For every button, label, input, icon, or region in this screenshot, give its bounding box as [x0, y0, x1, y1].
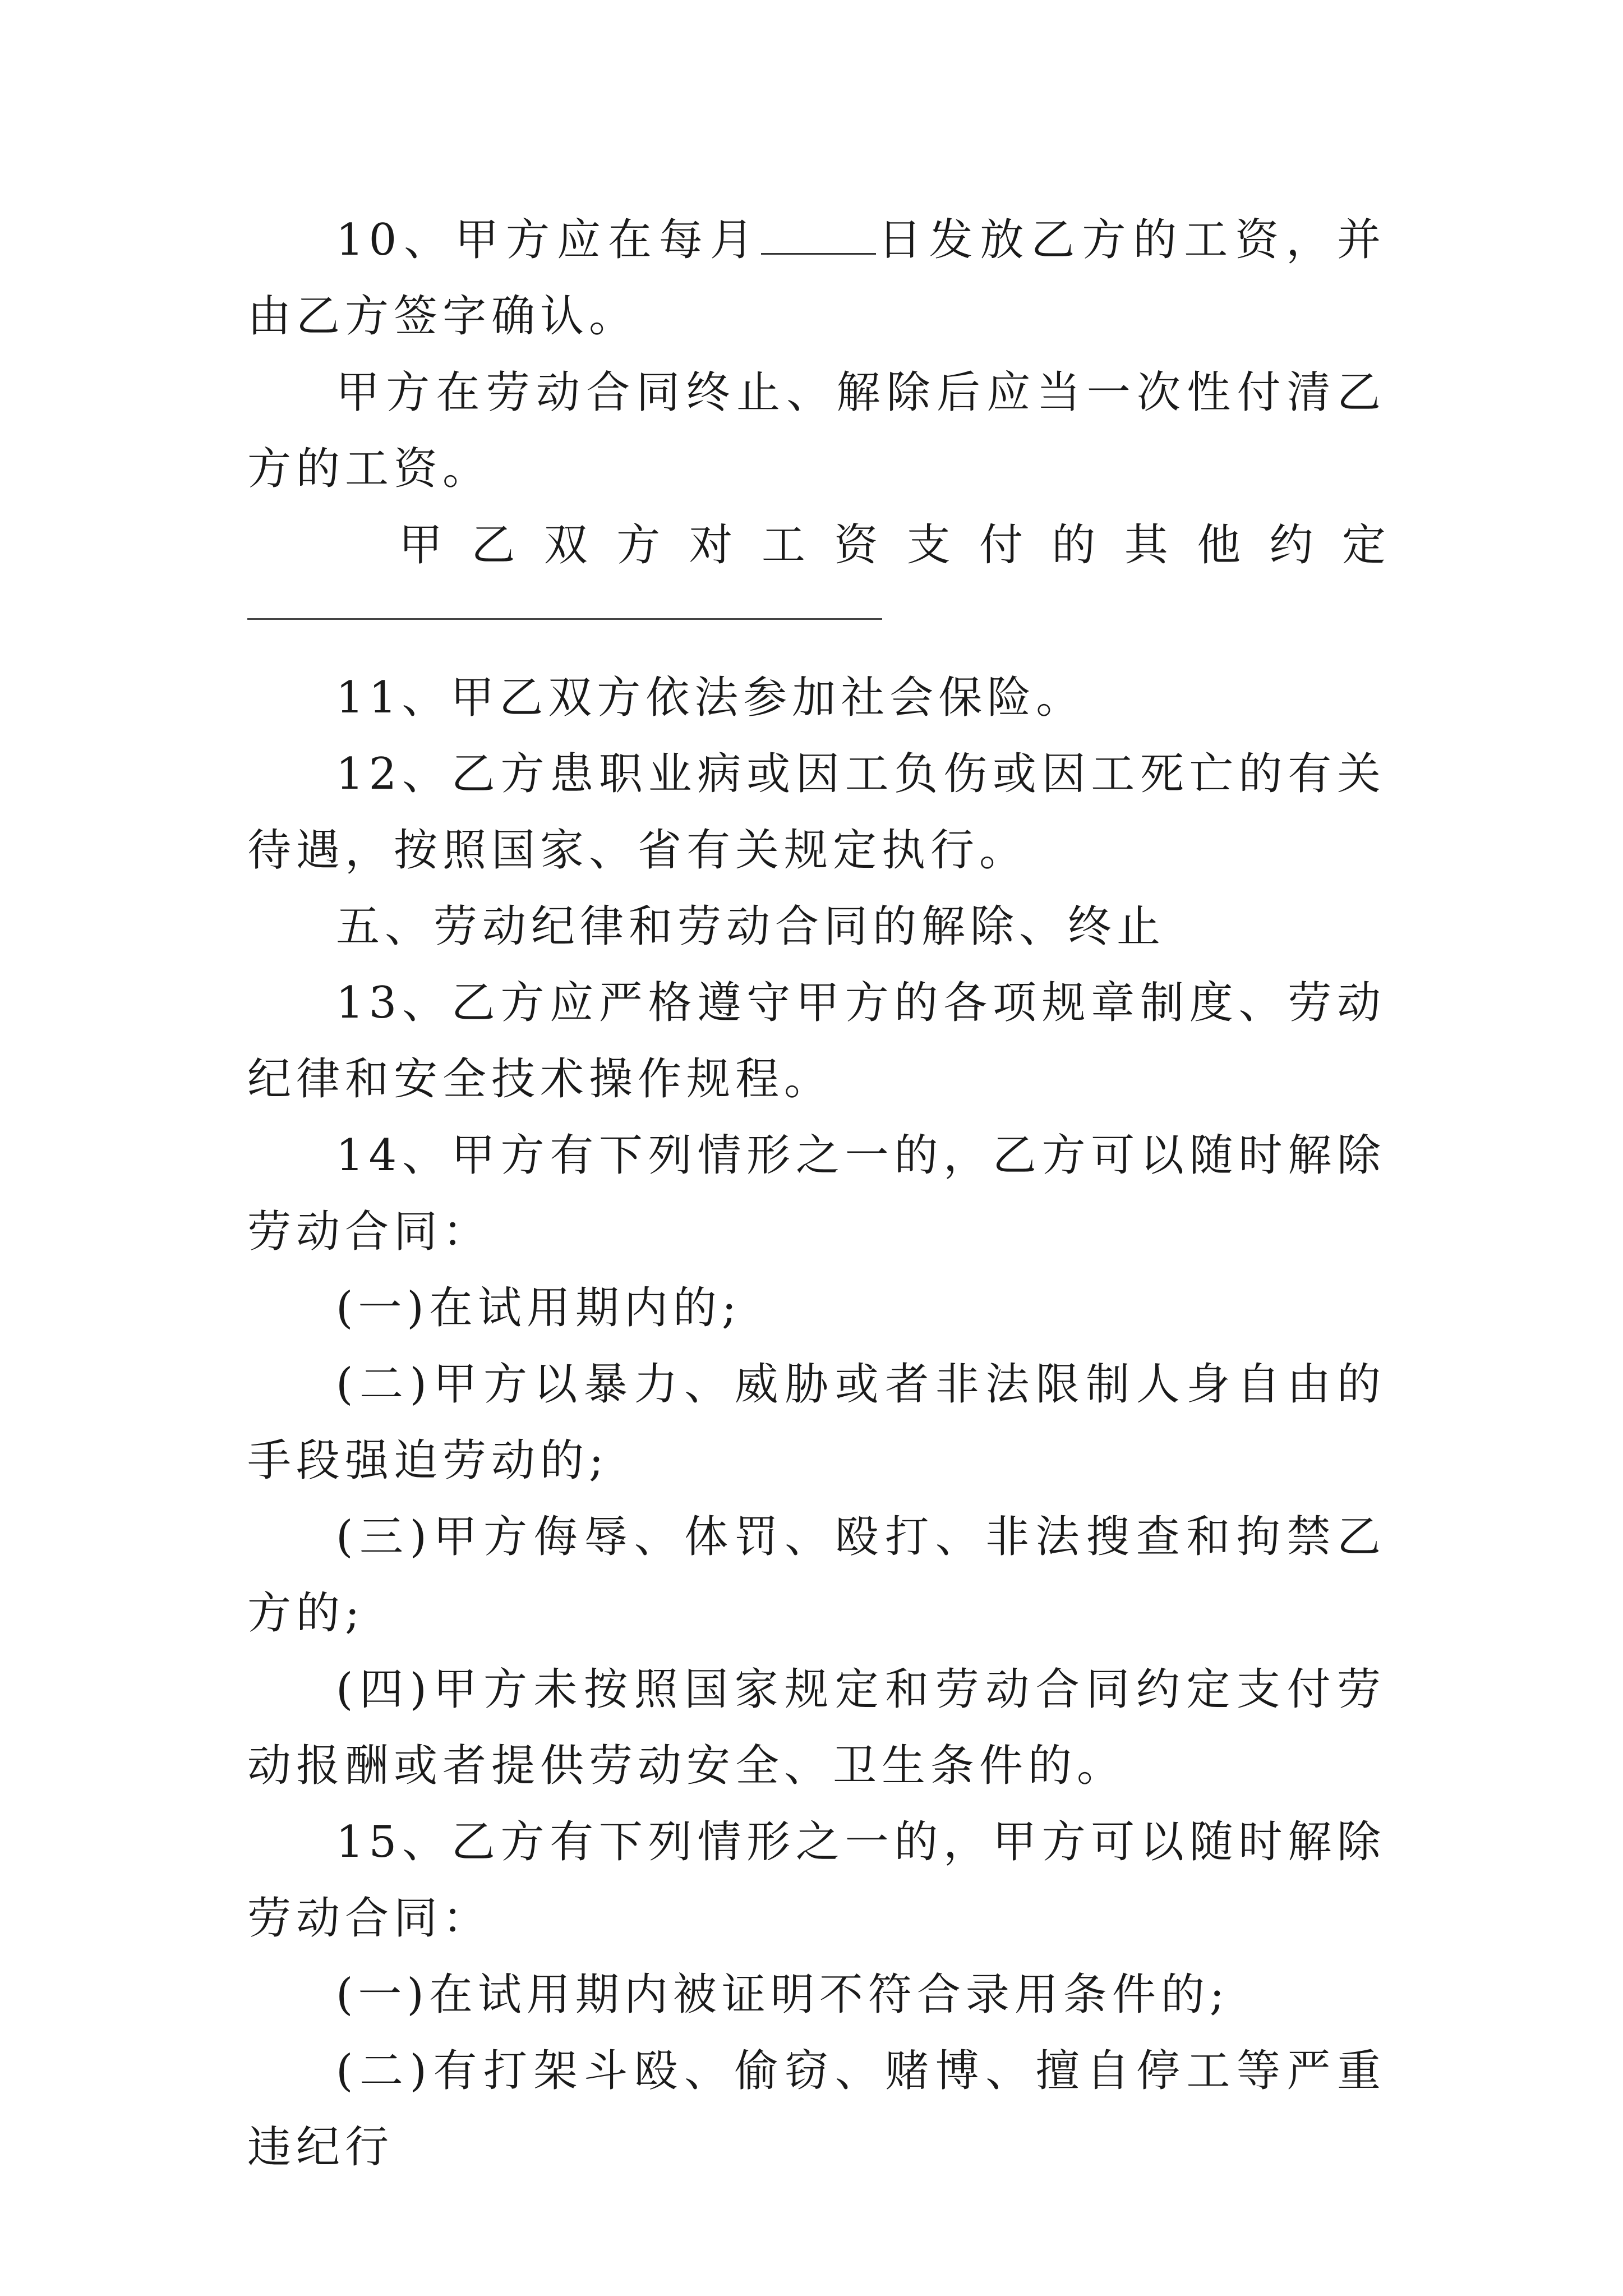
spread-char: 对	[689, 520, 733, 570]
clause-15-item-2: (二)有打架斗殴、偷窃、赌博、擅自停工等严重违纪行	[247, 2046, 1386, 2173]
spread-char: 乙	[471, 520, 515, 570]
clause-10-text-before: 10、甲方应在每月	[336, 215, 761, 265]
spread-char: 定	[1341, 520, 1386, 570]
clause-11-paragraph: 11、甲乙双方依法参加社会保险。	[336, 673, 1085, 723]
spread-char: 资	[834, 520, 878, 570]
spread-char: 工	[761, 520, 805, 570]
other-agreement-blank-line	[247, 583, 1386, 660]
underline-rule	[247, 618, 882, 620]
spread-char: 支	[906, 520, 951, 570]
spread-char: 其	[1124, 520, 1168, 570]
clause-13-paragraph: 13、乙方应严格遵守甲方的各项规章制度、劳动纪律和安全技术操作规程。	[247, 978, 1386, 1105]
clause-14-item-3: (三)甲方侮辱、体罚、殴打、非法搜查和拘禁乙方的;	[247, 1512, 1386, 1639]
clause-12-paragraph: 12、乙方患职业病或因工负伤或因工死亡的有关待遇，按照国家、省有关规定执行。	[247, 749, 1386, 876]
spread-char: 他	[1197, 520, 1241, 570]
pay-day-blank	[761, 214, 876, 255]
clause-15-item-1: (一)在试用期内被证明不符合录用条件的;	[336, 1970, 1230, 2020]
clause-15-paragraph: 15、乙方有下列情形之一的，甲方可以随时解除劳动合同：	[247, 1817, 1386, 1944]
clause-14-item-4: (四)甲方未按照国家规定和劳动合同约定支付劳动报酬或者提供劳动安全、卫生条件的。	[247, 1664, 1386, 1791]
document-body	[247, 202, 1386, 2185]
spread-char: 甲	[399, 520, 443, 570]
spread-char: 的	[1052, 520, 1096, 570]
clause-14-paragraph: 14、甲方有下列情形之一的，乙方可以随时解除劳动合同：	[247, 1130, 1386, 1257]
clause-14-item-2: (二)甲方以暴力、威胁或者非法限制人身自由的手段强迫劳动的;	[247, 1359, 1386, 1486]
section-5-heading: 五、劳动纪律和劳动合同的解除、终止	[336, 901, 1166, 952]
clause-10-text-after: 日发放乙方的工资，并由乙方签字确认。	[247, 215, 1386, 342]
final-payment-paragraph: 甲方在劳动合同终止、解除后应当一次性付清乙方的工资。	[247, 367, 1386, 494]
spread-char: 付	[979, 520, 1023, 570]
spread-char: 双	[543, 520, 588, 570]
spread-char: 约	[1269, 520, 1313, 570]
clause-14-item-1: (一)在试用期内的;	[336, 1283, 742, 1333]
spread-char: 方	[616, 520, 661, 570]
other-agreement-heading	[247, 507, 1386, 583]
clause-10-paragraph	[247, 202, 1386, 355]
